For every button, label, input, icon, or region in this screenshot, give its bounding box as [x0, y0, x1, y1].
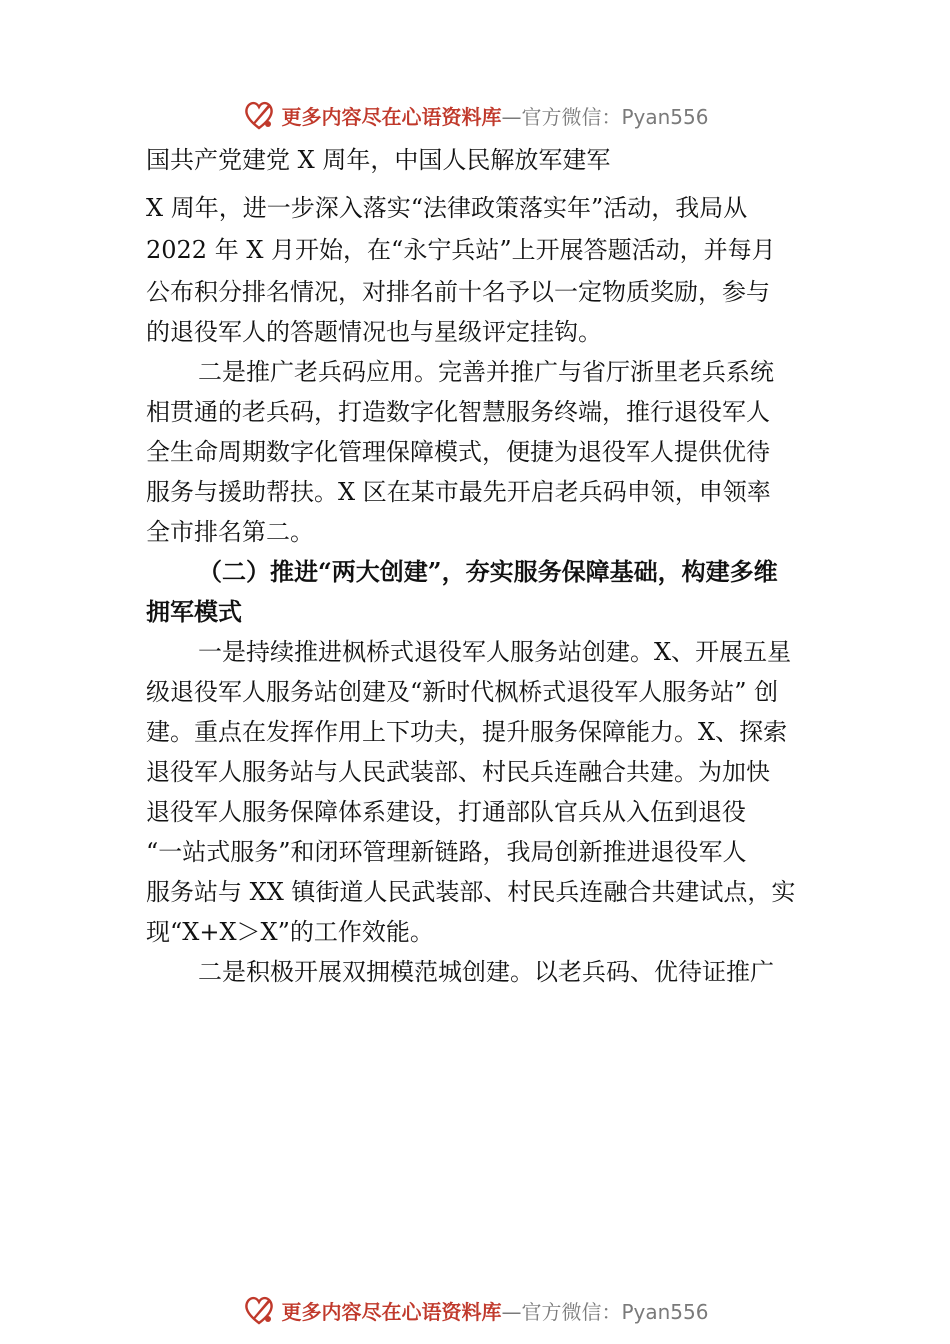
text-line: 服务站与 XX 镇街道人民武装部、村民兵连融合共建试点，实: [146, 878, 796, 906]
text-line: 公布积分排名情况，对排名前十名予以一定物质奖励，参与: [146, 278, 770, 306]
section-heading-cont: 拥军模式: [146, 597, 242, 626]
header-library-text: 更多内容尽在心语资料库: [281, 104, 502, 129]
text-line: “一站式服务”和闭环管理新链路，我局创新推进退役军人: [146, 838, 747, 866]
heart-quill-logo-icon: [241, 97, 277, 133]
text-line: X 周年，进一步深入落实“法律政策落实年”活动，我局从: [146, 194, 748, 222]
text-line: 的退役军人的答题情况也与星级评定挂钩。: [146, 318, 602, 346]
text-line: 全生命周期数字化管理保障模式，便捷为退役军人提供优待: [146, 438, 770, 466]
paragraph-start: 二是推广老兵码应用。完善并推广与省厅浙里老兵系统: [198, 358, 774, 386]
section-heading: （二）推进“两大创建”，夯实服务保障基础，构建多维: [198, 557, 778, 586]
text-line: 现“X+X＞X”的工作效能。: [146, 918, 434, 946]
text-line: 建。重点在发挥作用上下功夫，提升服务保障能力。X、探索: [146, 718, 788, 746]
text-line: 全市排名第二。: [146, 518, 314, 546]
text-line: 2022 年 X 月开始，在“永宁兵站”上开展答题活动，并每月: [146, 236, 776, 264]
header-wechat-text: —官方微信：Pyan556: [501, 104, 709, 129]
text-line: 国共产党建党 X 周年，中国人民解放军建军: [146, 146, 611, 174]
text-line: 相贯通的老兵码，打造数字化智慧服务终端，推行退役军人: [146, 398, 770, 426]
paragraph-start: 二是积极开展双拥模范城创建。以老兵码、优待证推广: [198, 958, 774, 986]
heart-quill-logo-icon: [241, 1292, 277, 1328]
text-line: 退役军人服务保障体系建设，打通部队官兵从入伍到退役: [146, 798, 746, 826]
text-line: 服务与援助帮扶。X 区在某市最先开启老兵码申领，申领率: [146, 478, 771, 506]
text-line: 级退役军人服务站创建及“新时代枫桥式退役军人服务站” 创: [146, 678, 779, 706]
footer-library-text: 更多内容尽在心语资料库: [281, 1299, 502, 1324]
footer-wechat-text: —官方微信：Pyan556: [501, 1299, 709, 1324]
footer-banner: [0, 1290, 950, 1330]
paragraph-start: 一是持续推进枫桥式退役军人服务站创建。X、开展五星: [198, 638, 792, 666]
text-line: 退役军人服务站与人民武装部、村民兵连融合共建。为加快: [146, 758, 770, 786]
header-banner: [0, 95, 950, 135]
